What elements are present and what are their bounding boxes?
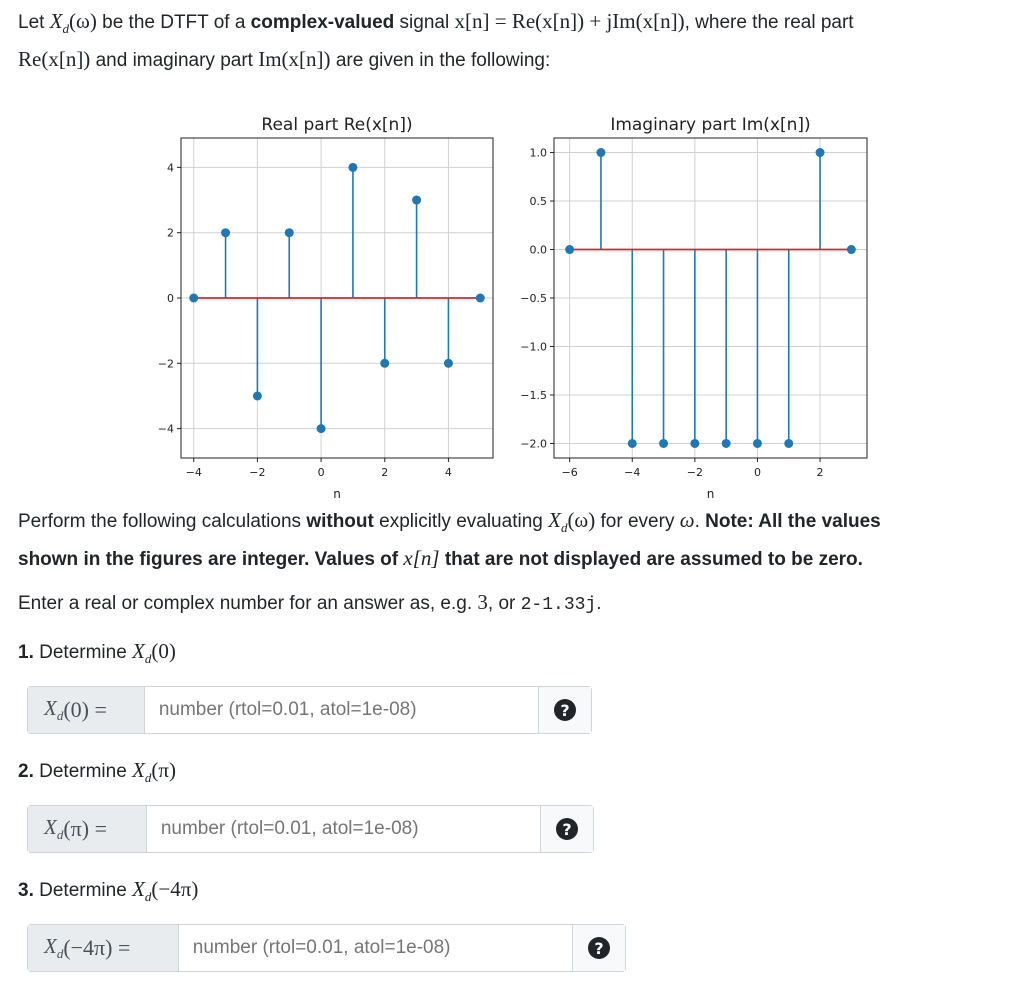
y-tick-label: −2.0 [520, 437, 547, 451]
xd-sym: X [44, 814, 57, 839]
chart-title: Imaginary part Im(x[n]) [610, 115, 811, 135]
xd-sym: X [548, 508, 561, 532]
answer-1-label [28, 687, 145, 733]
xd-sub: d [144, 770, 152, 786]
stem-marker [753, 439, 762, 448]
xn-expr: x[n] [403, 546, 440, 571]
y-tick-label: −0.5 [520, 292, 547, 305]
answer-2-help-button[interactable] [540, 806, 593, 852]
stem-marker [285, 228, 294, 237]
x-tick-label: −2 [686, 466, 703, 479]
y-tick-label: −4 [157, 422, 174, 436]
x-tick-label: 0 [753, 466, 761, 479]
question-text: Determine [39, 642, 133, 663]
hint-text: , or [487, 593, 521, 614]
xd-sub: d [144, 651, 152, 667]
real-part-expr: Re(x[n]) [18, 47, 91, 72]
instr-text: Perform the following calculations [18, 511, 307, 532]
example-complex: 2-1.33j [520, 595, 597, 615]
x-axis-label: n [333, 487, 341, 501]
intro-text: Let [18, 12, 50, 33]
instructions-line-2 [18, 543, 881, 575]
xd-sym: X [132, 758, 145, 782]
xd-symbol [44, 934, 63, 962]
xd-sub: d [62, 21, 70, 37]
stem-marker [221, 228, 230, 237]
note-text: shown in the figures are integer. Values of [18, 549, 404, 571]
x-tick-label: −6 [561, 466, 578, 479]
xd-symbol [49, 9, 70, 37]
x-tick-label: −2 [249, 466, 266, 479]
xd-sub: d [560, 520, 568, 536]
y-tick-label: 0.0 [529, 243, 547, 257]
stem-charts [0, 100, 1024, 505]
intro-paragraph [18, 6, 854, 76]
xd-sub: d [56, 708, 64, 724]
label-arg: (π) = [63, 816, 107, 841]
intro-text: are given in the following: [330, 50, 551, 72]
y-tick-label: 1.0 [529, 146, 547, 160]
stem-marker [596, 148, 605, 157]
instr-text: . [694, 511, 706, 532]
intro-text: be the DTFT of a [96, 12, 251, 33]
y-tick-label: −1.5 [520, 388, 547, 402]
stem-marker [628, 439, 637, 448]
question-1-heading [18, 636, 176, 674]
xd-symbol [44, 696, 63, 724]
y-tick-label: 0 [167, 292, 174, 305]
stem-marker [476, 294, 485, 303]
enter-hint [18, 587, 602, 620]
instr-text: explicitly evaluating [373, 511, 549, 532]
xd-symbol [132, 877, 152, 905]
real-part-chart [158, 115, 493, 501]
note-bold: Note: All the values [705, 511, 881, 532]
stem-marker [847, 245, 856, 254]
label-arg: (−4π) = [63, 935, 131, 960]
question-number: 1. [18, 642, 34, 663]
x-tick-label: 2 [816, 466, 824, 479]
help-icon[interactable]: ? [588, 937, 610, 959]
x-tick-label: 4 [444, 466, 452, 479]
stem-marker [722, 439, 731, 448]
example-real: 3 [477, 590, 488, 614]
answer-3-help-button[interactable] [572, 925, 625, 971]
imag-part-chart [520, 115, 867, 501]
question-text: Determine [39, 880, 133, 901]
xd-symbol [548, 508, 568, 536]
stem-marker [565, 245, 574, 254]
xd-sym: X [132, 877, 145, 901]
xd-symbol [132, 758, 152, 786]
xd-sub: d [56, 827, 64, 843]
stem-marker [317, 424, 326, 433]
signal-equation: x[n] = Re(x[n]) + jIm(x[n]) [454, 9, 685, 33]
answer-1-group [27, 686, 592, 734]
chart-title: Real part Re(x[n]) [261, 115, 413, 135]
y-tick-label: 0.5 [529, 195, 547, 209]
question-3-heading [18, 874, 198, 912]
note-text: that are not displayed are assumed to be zero. [439, 549, 863, 571]
stem-marker [348, 163, 357, 172]
xd-symbol [44, 815, 63, 843]
intro-text: and imaginary part [90, 50, 259, 72]
instructions-line-1 [18, 505, 881, 543]
imag-part-expr: Im(x[n]) [258, 47, 331, 72]
question-text: Determine [39, 761, 133, 782]
bold-without: without [306, 511, 374, 532]
question-2-heading [18, 755, 176, 793]
xd-symbol [132, 639, 152, 667]
x-tick-label: 2 [381, 466, 389, 479]
question-number: 2. [18, 761, 34, 782]
x-axis-label: n [706, 487, 715, 501]
instr-text: for every [595, 511, 680, 532]
xd-sub: d [56, 946, 64, 962]
y-tick-label: −2 [157, 357, 174, 371]
intro-text: , where the real part [684, 12, 854, 33]
answer-2-group [27, 805, 594, 853]
omega-symbol: ω [679, 508, 695, 532]
intro-text: signal [394, 12, 455, 33]
intro-line-1 [18, 6, 854, 44]
xd-sub: d [144, 889, 152, 905]
stem-marker [816, 148, 825, 157]
label-arg: (0) = [63, 697, 107, 722]
answer-3-input[interactable] [179, 925, 572, 971]
answer-1-input[interactable] [145, 687, 538, 733]
answer-2-label [28, 806, 147, 852]
answer-3-group [27, 924, 626, 972]
bold-complex-valued: complex-valued [250, 12, 395, 33]
intro-line-2 [18, 44, 854, 76]
omega-arg: (ω) [69, 9, 97, 33]
xd-sym: X [49, 9, 63, 33]
help-icon[interactable]: ? [556, 818, 578, 840]
question-arg: (−4π) [151, 877, 199, 901]
stem-marker [444, 359, 453, 368]
y-tick-label: −1.0 [520, 340, 547, 354]
question-arg: (0) [151, 639, 176, 663]
stem-marker [189, 294, 198, 303]
x-tick-label: 0 [317, 466, 325, 479]
omega-arg: (ω) [567, 508, 596, 532]
xd-sym: X [44, 695, 57, 720]
stem-marker [659, 439, 668, 448]
answer-1-help-button[interactable] [538, 687, 591, 733]
stem-marker [784, 439, 793, 448]
hint-text: Enter a real or complex number for an answer as, e.g. [18, 593, 478, 614]
xd-sym: X [44, 933, 57, 958]
answer-2-input[interactable] [147, 806, 540, 852]
question-number: 3. [18, 880, 34, 901]
x-tick-label: −4 [624, 466, 641, 479]
stem-marker [380, 359, 389, 368]
answer-3-label [28, 925, 179, 971]
y-tick-label: 2 [167, 226, 174, 240]
help-icon[interactable]: ? [554, 699, 576, 721]
stem-marker [412, 196, 421, 205]
x-tick-label: −4 [185, 466, 202, 479]
xd-sym: X [132, 639, 145, 663]
stem-marker [690, 439, 699, 448]
y-tick-label: 4 [167, 161, 174, 175]
instructions [18, 505, 881, 575]
stem-marker [253, 391, 262, 400]
question-arg: (π) [151, 758, 176, 782]
hint-text: . [596, 593, 602, 614]
